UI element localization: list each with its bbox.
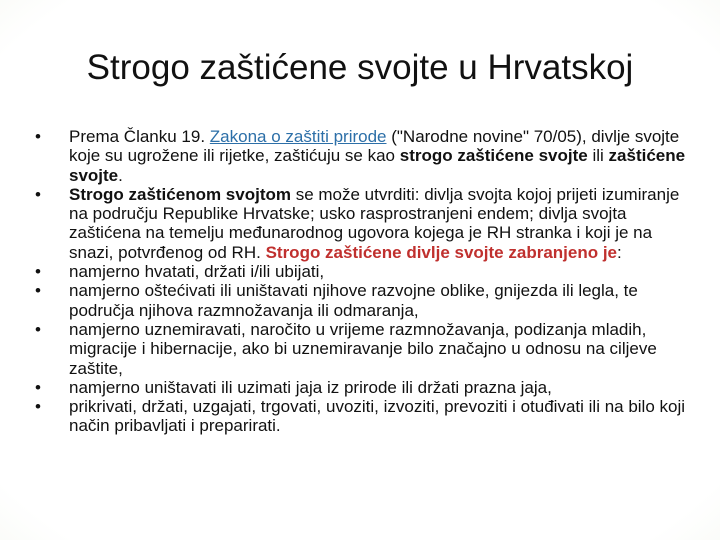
bold-term: strogo zaštićene svojte [399,146,588,166]
law-link[interactable]: Zakona o zaštiti prirode [209,127,387,146]
highlighted-prohibition: Strogo zaštićene divlje svojte zabranjeno je [265,242,618,262]
bullet-item: • Strogo zaštićenom svojtom se može utvrditi: divlja svojta kojoj prijeti izumiranje na području Republike Hrvatske; usko rasprostranjeni endem; divlja svojta zaštićena na temelju međunarodnog ugovora kojega je RH stranka i koji je na snazi, potvrđenog od RH. Strogo zaštićene divlje svojte zabranjeno je: [35,184,680,262]
bullet-marker: • [35,184,41,204]
bullet-list [35,127,695,436]
bullet-marker: • [35,397,41,417]
bullet-item: • namjerno hvatati, držati i/ili ubijati, [35,262,325,282]
slide-title: Strogo zaštićene svojte u Hrvatskoj [86,48,634,87]
bullet-item: • namjerno uništavati ili uzimati jaja iz prirode ili držati prazna jaja, [35,377,552,397]
bullet-item: • Prema Članku 19. Zakona o zaštiti prirode ("Narodne novine" 70/05), divlje svojte koje su ugrožene ili rijetke, zaštićuju se kao strogo zaštićene svojte ili zaštićene svojte. [35,127,686,185]
bullet-marker: • [35,262,41,282]
bullet-marker: • [35,281,41,301]
bullet-marker: • [35,127,41,146]
bullet-item: • namjerno uznemiravati, naročito u vrijeme razmnožavanja, podizanja mladih, migracije i hibernacije, ako bi uznemiravanje bilo značajno u odnosu na ciljeve zaštite, [35,319,657,378]
bullet-marker: • [35,377,41,397]
bold-term: Strogo zaštićenom svojtom [69,184,291,204]
bold-term: zaštićene svojte [69,146,686,185]
bullet-item: • namjerno oštećivati ili uništavati njihove razvojne oblike, gnijezda ili legla, te područja njihova razmnožavanja ili odmaranja, [35,281,638,320]
bullet-item: • prikrivati, držati, uzgajati, trgovati, uvoziti, izvoziti, prevoziti i otuđivati ili na bilo koji način pribavljati i preparirati. [35,397,686,436]
bullet-marker: • [35,319,41,339]
